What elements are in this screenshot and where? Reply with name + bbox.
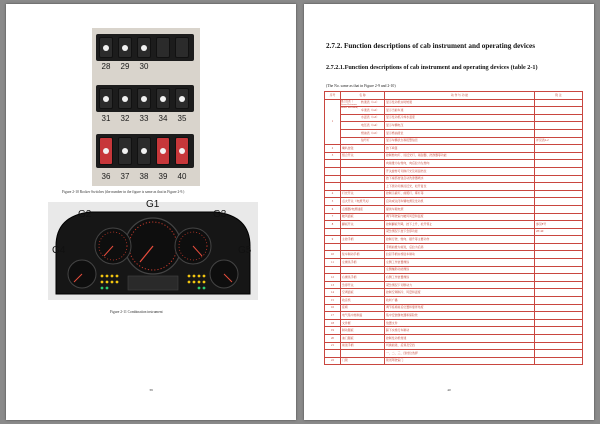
table-row xyxy=(325,266,583,274)
table-row xyxy=(325,152,583,160)
rocker-switch xyxy=(118,137,132,165)
switch-symbol-icon xyxy=(160,148,166,154)
switch-number: 29 xyxy=(120,62,130,71)
table-cell xyxy=(535,129,583,137)
table-cell xyxy=(535,281,583,289)
switch-symbol-icon xyxy=(160,96,166,102)
name-split xyxy=(341,132,384,135)
table-cell: 13 xyxy=(325,281,341,289)
table-row xyxy=(325,243,583,251)
table-cell: 拉起手柄实施驻车制动 xyxy=(385,251,535,259)
table-cell: 紧急情况下切断动力 xyxy=(385,281,535,289)
subsection-heading: 2.7.2.1.Function descriptions of cab instrument and operating devices (table 2-1) xyxy=(326,64,538,71)
table-cell: 18 xyxy=(325,319,341,327)
blank-switch xyxy=(156,37,170,58)
switch-number: 40 xyxy=(177,172,187,181)
table-cell xyxy=(535,122,583,130)
switch-symbol-icon xyxy=(103,45,109,51)
gauge-label-g4: G4 xyxy=(52,245,66,256)
table-cell xyxy=(535,274,583,282)
table-row xyxy=(325,145,583,153)
table-cell: 12 xyxy=(325,274,341,282)
rocker-switch-photo xyxy=(92,28,200,186)
table-cell: 驻车制动手柄 xyxy=(341,251,385,259)
switch-row-1 xyxy=(96,34,194,61)
table-cell: 2 xyxy=(325,145,341,153)
table-cell: 控制翻板升降，按下上升，松开停止 xyxy=(385,221,535,229)
rocker-switch-red xyxy=(175,137,189,165)
switch-number: 33 xyxy=(139,114,149,123)
switch-symbol-icon xyxy=(122,96,128,102)
table-cell xyxy=(325,228,341,236)
switch-symbol-icon xyxy=(103,96,109,102)
table-cell: 前进手柄 xyxy=(341,342,385,350)
table-cell: 19 xyxy=(325,327,341,335)
table-cell: 右侧工作装置操纵 xyxy=(385,274,535,282)
table-row xyxy=(325,350,583,358)
table-cell: 左操纵手柄 xyxy=(341,259,385,267)
gauge-label-g5: G5 xyxy=(238,245,252,256)
table-cell: 右操纵手柄 xyxy=(341,274,385,282)
table-cell: 上下拨动切换远近光，松开复位 xyxy=(385,183,535,191)
table-cell: 11 xyxy=(325,259,341,267)
table-cell: 控制示廓灯、前照灯、雾灯等 xyxy=(385,190,535,198)
table-row xyxy=(325,319,583,327)
table-cell: 点火开关（电源开关） xyxy=(341,198,385,206)
table-row xyxy=(325,221,583,229)
rocker-switch-red xyxy=(99,137,113,165)
section-heading: 2.7.2. Function descriptions of cab instrument and operating devices xyxy=(326,42,536,50)
gauge-label-g2: G2 xyxy=(78,209,92,220)
table-row xyxy=(325,175,583,183)
table-cell: 14 xyxy=(325,289,341,297)
table-row xyxy=(325,289,583,297)
switch-symbol-icon xyxy=(103,148,109,154)
blank-switch xyxy=(175,37,189,58)
figure-caption: Figure 2-10 Rocker Switches (the number in the figure is same as that in Figure 2-9.) xyxy=(62,190,185,194)
table-cell xyxy=(535,99,583,107)
column-header: 动 作 与 功 能 xyxy=(385,92,535,100)
table-row xyxy=(325,107,583,115)
function-table xyxy=(324,91,583,365)
table-row xyxy=(325,327,583,335)
table-cell xyxy=(535,183,583,191)
table-row xyxy=(325,190,583,198)
table-cell xyxy=(325,350,341,358)
table-cell xyxy=(535,190,583,198)
table-row xyxy=(325,312,583,320)
table-cell: 按下端部按钮启动洗涤器喷水 xyxy=(385,175,535,183)
switch-symbol-icon xyxy=(122,148,128,154)
page-number: 39 xyxy=(149,388,153,392)
table-cell: 5 xyxy=(325,198,341,206)
table-cell xyxy=(535,198,583,206)
table-row xyxy=(325,228,583,236)
gauge-label-g1: G1 xyxy=(146,199,160,210)
table-cell: 空调面板 xyxy=(341,289,385,297)
table-cell: 电气集中控制盒 xyxy=(341,312,385,320)
switch-number: 31 xyxy=(101,114,111,123)
table-row xyxy=(325,297,583,305)
table-row xyxy=(325,99,583,107)
switch-row-3 xyxy=(96,134,194,168)
table-cell: 组合开关 xyxy=(341,152,385,160)
table-cell xyxy=(535,266,583,274)
table-cell: 翻板开关 xyxy=(341,221,385,229)
table-cell: 28~40 xyxy=(535,228,583,236)
table-row xyxy=(325,274,583,282)
table-row xyxy=(325,198,583,206)
rocker-switch xyxy=(118,88,132,109)
table-row xyxy=(325,251,583,259)
table-cell xyxy=(535,175,583,183)
switch-symbol-icon xyxy=(141,45,147,51)
table-cell: 按下鸣笛 xyxy=(385,145,535,153)
table-cell: 集中安装继电器和保险丝 xyxy=(385,312,535,320)
table-cell: 切换前进、后退及空挡 xyxy=(385,342,535,350)
table-cell xyxy=(535,213,583,221)
table-cell: 20 xyxy=(325,335,341,343)
table-row xyxy=(325,114,583,122)
sub-name: 车速表（G2） xyxy=(361,107,379,112)
switch-symbol-icon xyxy=(141,148,147,154)
table-cell: 点烟器/电源插座 xyxy=(341,205,385,213)
column-header: 序号 xyxy=(325,92,341,100)
table-cell xyxy=(535,145,583,153)
table-cell xyxy=(535,289,583,297)
table-cell xyxy=(535,167,583,175)
table-cell xyxy=(535,259,583,267)
table-cell: 向前推为右转向，向后拉为左转向 xyxy=(385,160,535,168)
switch-row-2 xyxy=(96,85,194,112)
table-row xyxy=(325,236,583,244)
table-cell: 显示发动机实时转速 xyxy=(385,99,535,107)
rocker-switch xyxy=(137,37,151,58)
table-cell xyxy=(341,266,385,274)
table-header-row xyxy=(325,92,583,100)
name-split xyxy=(341,124,384,127)
table-cell xyxy=(341,99,385,107)
table-cell: 16 xyxy=(325,304,341,312)
table-cell: 21 xyxy=(325,342,341,350)
table-row xyxy=(325,213,583,221)
name-split xyxy=(341,116,384,119)
table-cell xyxy=(535,114,583,122)
table-cell: 座椅 xyxy=(341,304,385,312)
sub-name: 电压表（G4） xyxy=(361,123,379,128)
table-cell: 灯光开关 xyxy=(341,190,385,198)
switch-numbers-row-1 xyxy=(96,62,194,71)
switch-symbol-icon xyxy=(179,148,185,154)
table-cell: 8 xyxy=(325,221,341,229)
table-cell xyxy=(535,107,583,115)
table-cell xyxy=(341,228,385,236)
table-cell: 启动或关闭车辆电源及发动机 xyxy=(385,198,535,206)
table-cell: 暖风面板 xyxy=(341,213,385,221)
table-cell: 6 xyxy=(325,205,341,213)
table-cell: 锁闭驾驶室门 xyxy=(385,357,535,365)
table-cell: 显示发动机冷却水温度 xyxy=(385,114,535,122)
table-cell xyxy=(535,160,583,168)
table-cell: 门锁 xyxy=(341,357,385,365)
table-cell: 7 xyxy=(325,213,341,221)
table-cell: 3 xyxy=(325,152,341,160)
table-cell xyxy=(535,304,583,312)
table-cell xyxy=(535,350,583,358)
table-cell: 放置文件 xyxy=(385,319,535,327)
table-cell xyxy=(341,243,385,251)
rocker-switch xyxy=(137,137,151,165)
rocker-switch xyxy=(156,88,170,109)
gauge-label-g3: G3 xyxy=(213,209,227,220)
table-cell xyxy=(341,129,385,137)
column-header: 名 称 xyxy=(341,92,385,100)
page-number: 40 xyxy=(447,388,451,392)
switch-number: 38 xyxy=(139,172,149,181)
table-row xyxy=(325,342,583,350)
table-cell: 显示燃油液位 xyxy=(385,129,535,137)
table-cell xyxy=(341,114,385,122)
table-row xyxy=(325,167,583,175)
right-page xyxy=(304,4,594,420)
table-cell xyxy=(535,312,583,320)
rocker-switch-red xyxy=(156,137,170,165)
sub-name: 燃油表（G5） xyxy=(361,130,379,135)
table-cell: 左侧工作装置操纵 xyxy=(385,259,535,267)
switch-number: 30 xyxy=(139,62,149,71)
table-cell: 10 xyxy=(325,251,341,259)
table-row xyxy=(325,137,583,145)
table-cell: 左侧辅助功能操纵 xyxy=(385,266,535,274)
table-cell xyxy=(535,335,583,343)
table-cell xyxy=(535,243,583,251)
rocker-switch xyxy=(99,37,113,58)
table-cell: 参见8号 xyxy=(535,221,583,229)
switch-symbol-icon xyxy=(141,96,147,102)
table-cell: 急停开关 xyxy=(341,281,385,289)
name-split xyxy=(341,139,384,142)
table-cell: 22 xyxy=(325,357,341,365)
table-cell xyxy=(325,266,341,274)
table-cell: 17 xyxy=(325,312,341,320)
sub-name: 转速表（G1） xyxy=(361,100,379,105)
switch-number: 36 xyxy=(101,172,111,181)
table-row xyxy=(325,122,583,130)
switch-numbers-row-3 xyxy=(96,172,194,181)
table-cell: 1 xyxy=(325,99,341,145)
table-cell: 手柄前推为前进，后拉为后退 xyxy=(385,243,535,251)
table-cell: 收听广播 xyxy=(385,297,535,305)
column-header: 附 注 xyxy=(535,92,583,100)
table-cell xyxy=(535,319,583,327)
sub-name: 信号灯 xyxy=(361,138,370,143)
table-cell xyxy=(341,160,385,168)
table-cell xyxy=(535,205,583,213)
table-cell: 控制行驶、转向、提升等主要动作 xyxy=(385,236,535,244)
table-cell: 文件框 xyxy=(341,319,385,327)
rocker-switch xyxy=(137,88,151,109)
table-row xyxy=(325,160,583,168)
switch-number: 39 xyxy=(158,172,168,181)
switch-number: 35 xyxy=(177,114,187,123)
table-cell: 调节座椅前后位置和靠背角度 xyxy=(385,304,535,312)
table-cell xyxy=(325,160,341,168)
table-cell: 控制转向灯、远近光灯、雨刮器、洗涤器等功能 xyxy=(385,152,535,160)
table-cell: 紧急情况下按下急停功能 xyxy=(385,228,535,236)
table-cell xyxy=(341,167,385,175)
table-cell xyxy=(341,122,385,130)
table-cell: 一、二、三、四档位选择 xyxy=(385,350,535,358)
switch-number: 32 xyxy=(120,114,130,123)
table-row xyxy=(325,183,583,191)
switch-number: 28 xyxy=(101,62,111,71)
table-cell: 15 xyxy=(325,297,341,305)
rocker-switch xyxy=(175,88,189,109)
table-cell: 踩下实施行车制动 xyxy=(385,327,535,335)
table-cell: 喇叭按钮 xyxy=(341,145,385,153)
table-cell xyxy=(325,167,341,175)
table-cell xyxy=(535,297,583,305)
table-cell xyxy=(341,137,385,145)
table-cell xyxy=(341,350,385,358)
table-note: (The No. same as that in Figure 2-9 and 2-10) xyxy=(326,84,396,88)
switch-symbol-icon xyxy=(179,96,185,102)
table-cell: 显示车辆电压 xyxy=(385,122,535,130)
combination-instrument-photo xyxy=(48,199,258,300)
table-row xyxy=(325,205,583,213)
table-cell: 9 xyxy=(325,236,341,244)
table-row xyxy=(325,335,583,343)
sub-name: 水温表（G3） xyxy=(361,115,379,120)
table-row xyxy=(325,281,583,289)
table-cell xyxy=(535,251,583,259)
table-cell: 开关旋转可切换灯光及雨刮档位 xyxy=(385,167,535,175)
table-row xyxy=(325,259,583,267)
table-cell: 详见表2-2 xyxy=(535,137,583,145)
table-cell: 控制发动机转速 xyxy=(385,335,535,343)
table-cell xyxy=(535,236,583,244)
switch-number: 37 xyxy=(120,172,130,181)
table-cell: 油门踏板 xyxy=(341,335,385,343)
rocker-switch xyxy=(99,88,113,109)
group-name: 组合仪表（ Seven Reference source not found） xyxy=(341,100,360,109)
table-cell xyxy=(535,342,583,350)
table-cell: 控制空调制冷、风量和温度 xyxy=(385,289,535,297)
table-row xyxy=(325,129,583,137)
switch-numbers-row-2 xyxy=(96,114,194,123)
table-cell xyxy=(535,327,583,335)
table-cell xyxy=(535,357,583,365)
table-cell: 收音机 xyxy=(341,297,385,305)
figure-caption: Figure 2-11 Combination instrument xyxy=(110,310,163,314)
table-cell: 制动踏板 xyxy=(341,327,385,335)
table-cell: 主控手柄 xyxy=(341,236,385,244)
table-cell: 提供车载电源 xyxy=(385,205,535,213)
table-cell xyxy=(341,175,385,183)
table-cell xyxy=(325,175,341,183)
table-cell: 显示当前车速 xyxy=(385,107,535,115)
table-row xyxy=(325,357,583,365)
table-cell xyxy=(535,152,583,160)
table-cell: 调节驾驶室内暖风风量和温度 xyxy=(385,213,535,221)
table-cell xyxy=(325,183,341,191)
table-row xyxy=(325,304,583,312)
table-cell xyxy=(325,243,341,251)
table-cell: 4 xyxy=(325,190,341,198)
switch-number: 34 xyxy=(158,114,168,123)
rocker-switch xyxy=(118,37,132,58)
table-cell: 显示车辆状态和报警信息 xyxy=(385,137,535,145)
left-page xyxy=(6,4,296,420)
table-cell xyxy=(341,183,385,191)
switch-symbol-icon xyxy=(122,45,128,51)
